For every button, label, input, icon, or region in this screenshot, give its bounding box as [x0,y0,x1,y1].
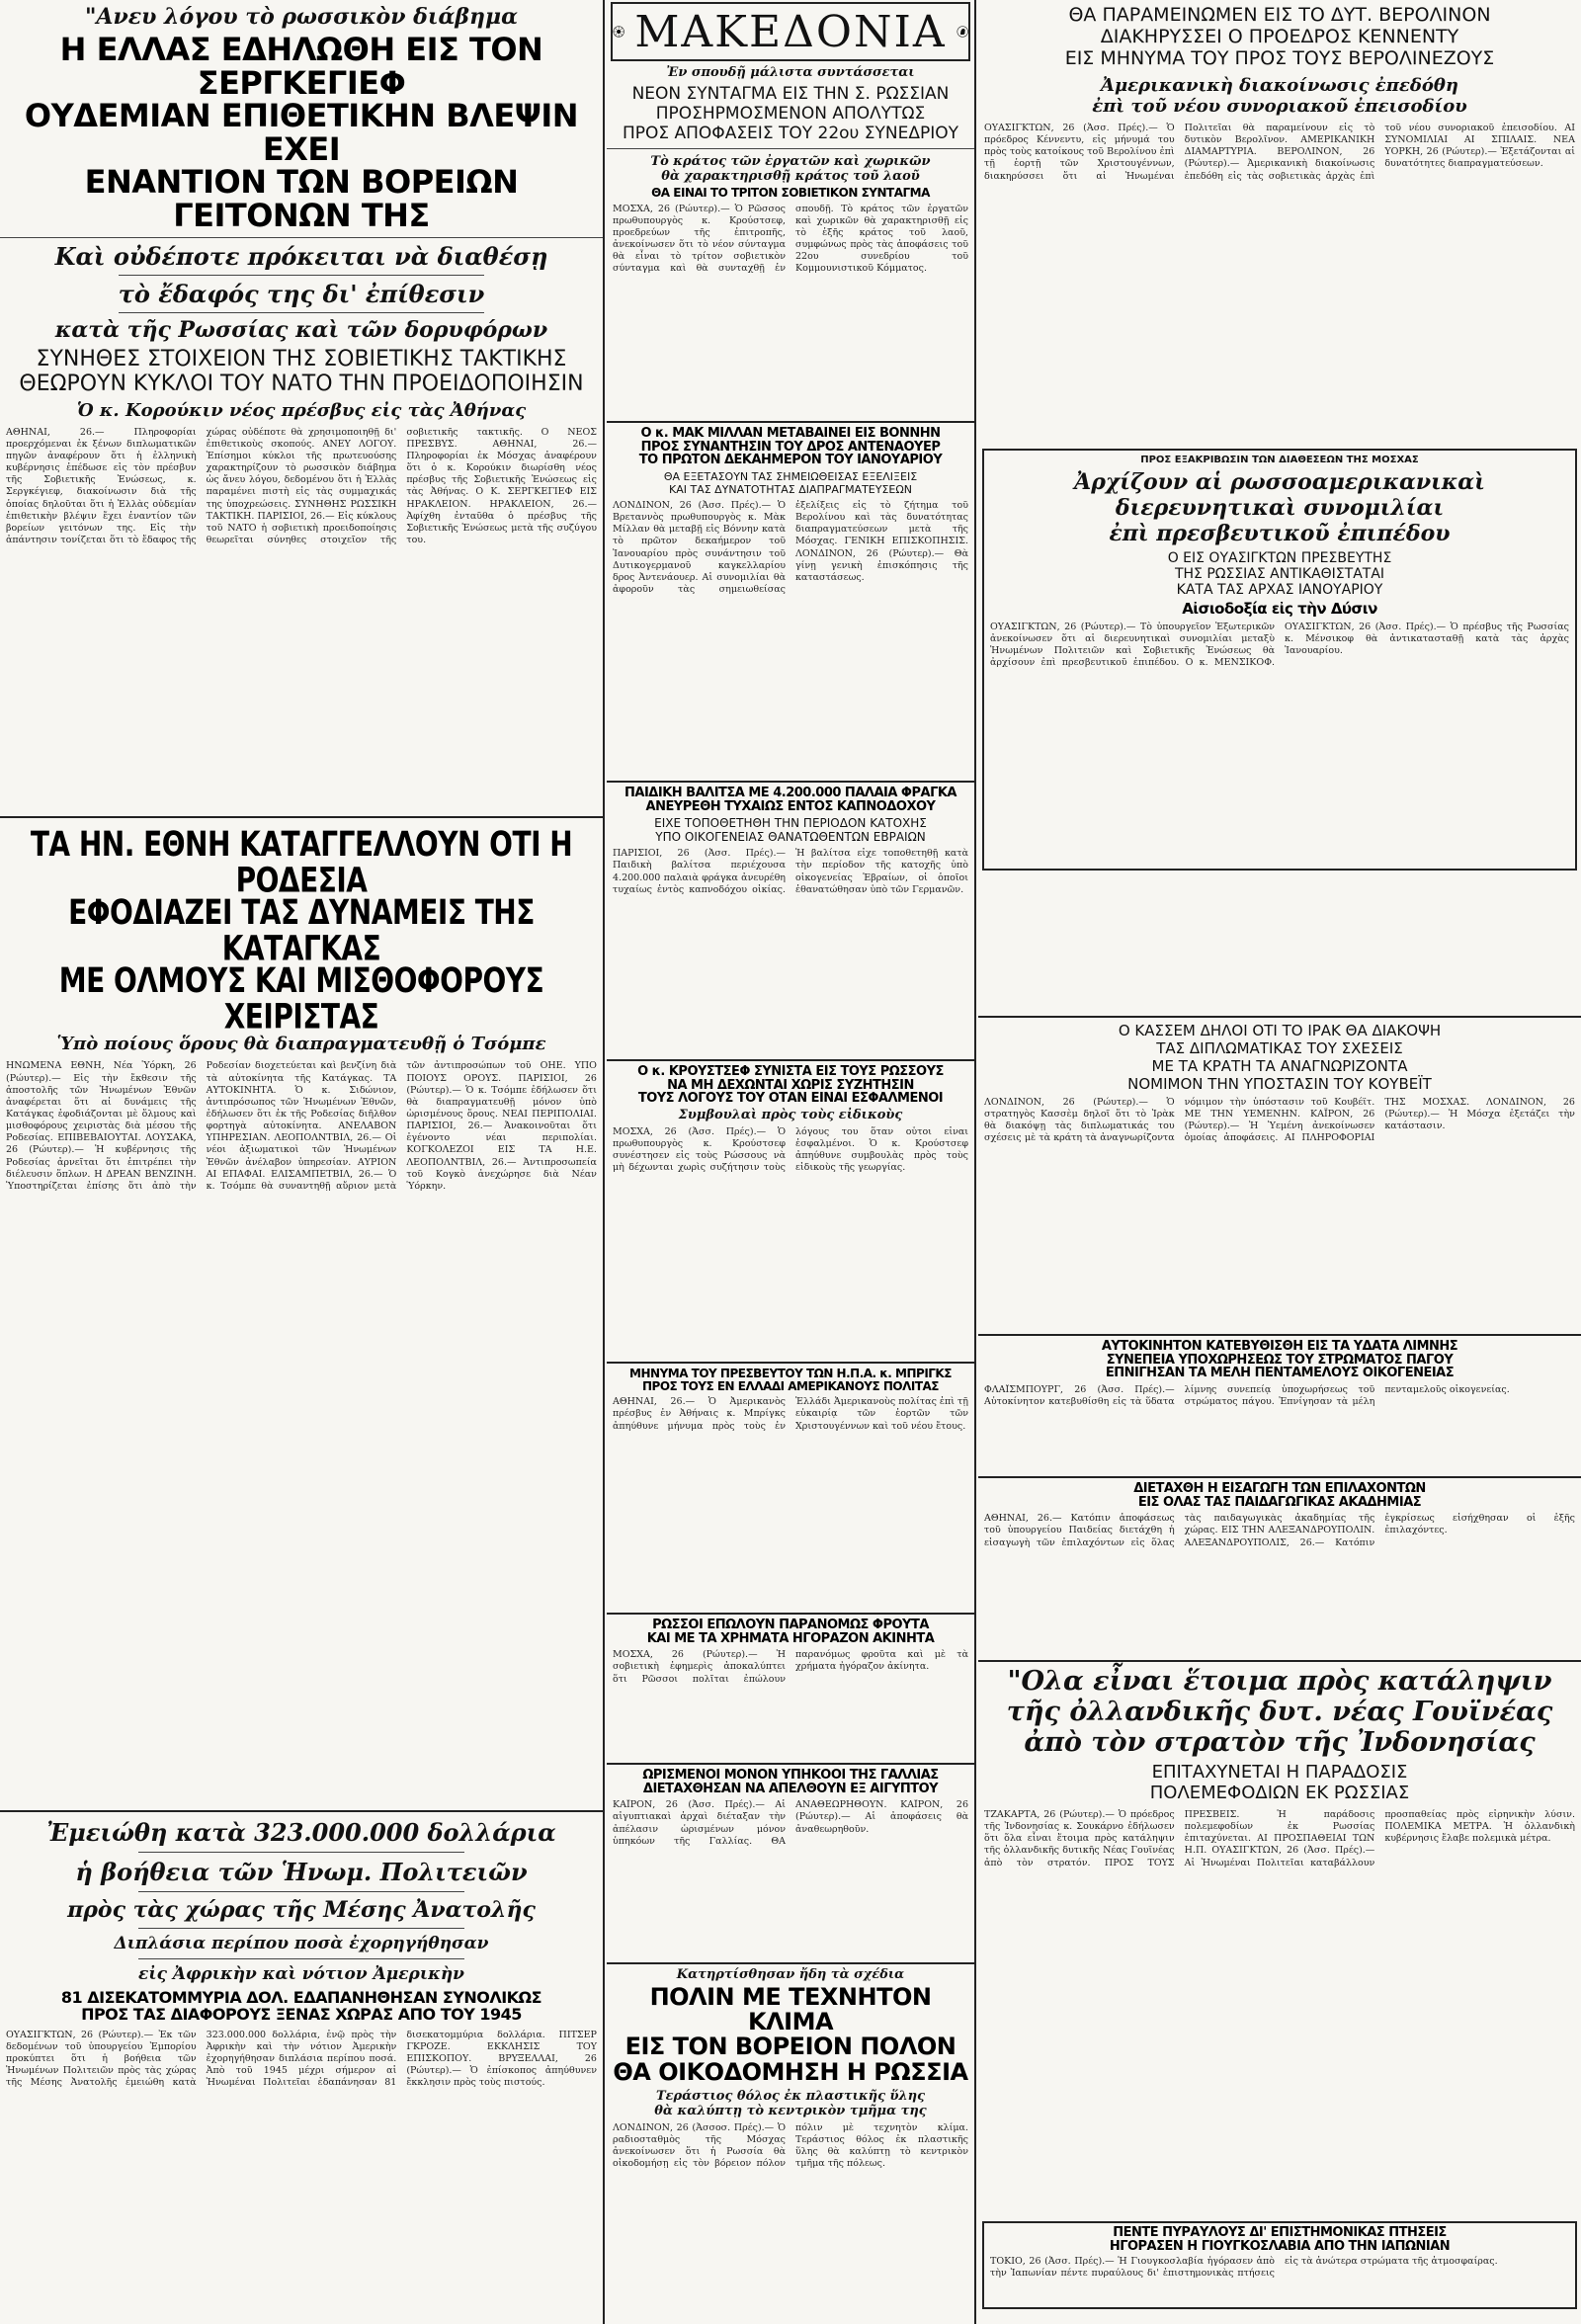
article-body: ΤΟΚΙΟ, 26 (Ἀσσ. Πρές).— Ἡ Γιουγκοσλαβία ἠγόρασεν ἀπὸ τὴν Ἰαπωνίαν πέντε πυραύλους δι' ἐπιστημονικὰς πτήσεις εἰς τὰ ἀνώτερα στρώματα τῆς ἀτμοσφαίρας. [990,2256,1498,2280]
deck: Διπλάσια περίπου ποσὰ ἐχορηγήθησαν [114,1934,489,1953]
deck: ΤΗΣ ΡΩΣΣΙΑΣ ΑΝΤΙΚΑΘΙΣΤΑΤΑΙ [1174,566,1385,582]
headline-line: ΠΡΟΣΗΡΜΟΣΜΕΝΟΝ ΑΠΟΛΥΤΩΣ [655,104,926,124]
headline-line: ΝΟΜΙΜΟΝ ΤΗΝ ΥΠΟΣΤΑΣΙΝ ΤΟΥ ΚΟΥΒΕΪΤ [1127,1075,1432,1093]
article-body: ΤΖΑΚΑΡΤΑ, 26 (Ρώυτερ).— Ὁ πρόεδρος τῆς Ἰνδονησίας κ. Σουκάρνο ἐδήλωσεν ὅτι ὅλα εἶναι ἕτοιμα πρὸς κατάληψιν τῆς ὀλλανδικῆς δυτικῆς Νέας Γουϊνέας ἀπὸ τὸν στρατόν. ΠΡΟΣ ΤΟΥΣ ΠΡΕΣΒΕΙΣ. Ἡ παράδοσις πολεμεφοδίων ἐκ Ρωσσίας ἐπιταχύνεται. ΑΙ ΠΡΟΣΠΑΘΕΙΑΙ ΤΩΝ Η.Π. ΟΥΑΣΙΓΚΤΩΝ, 26 (Ἀσσ. Πρές).— Αἱ Ἡνωμέναι Πολιτεῖαι καταβάλλουν προσπαθείας πρὸς εἰρηνικὴν λύσιν. ΠΟΛΕΜΙΚΑ ΜΕΤΡΑ. Ἡ ὀλλανδικὴ κυβέρνησις ἔλαβε πολεμικὰ μέτρα. [984,1809,1575,1868]
headline-line: ΑΥΤΟΚΙΝΗΤΟΝ ΚΑΤΕΒΥΘΙΣΘΗ ΕΙΣ ΤΑ ΥΔΑΤΑ ΛΙΜΝΗΣ [1101,1339,1458,1354]
kicker: Ἐν σπουδῇ μάλιστα συντάσσεται [666,65,915,80]
deck: ΚΑΤΑ ΤΑΣ ΑΡΧΑΣ ΙΑΝΟΥΑΡΙΟΥ [1176,582,1383,598]
main-headline-line: ΕΝΑΝΤΙΟΝ ΤΩΝ ΒΟΡΕΙΩΝ ΓΕΙΤΟΝΩΝ ΤΗΣ [84,163,519,234]
article-body: ΜΟΣΧΑ, 26 (Ρώυτερ).— Ἡ σοβιετικὴ ἐφημερὶς ἀποκαλύπτει ὅτι Ρῶσσοι πολῖται ἐπώλουν παρανόμως φροῦτα καὶ μὲ τὰ χρήματα ἠγόραζον ἀκίνητα. [613,1649,968,1685]
headline-line: ΕΙΣ ΜΗΝΥΜΑ ΤΟΥ ΠΡΟΣ ΤΟΥΣ ΒΕΡΟΛΙΝΕΖΟΥΣ [1064,47,1495,69]
headline-line: Ο κ. ΚΡΟΥΣΤΣΕΦ ΣΥΝΙΣΤΑ ΕΙΣ ΤΟΥΣ ΡΩΣΣΟΥΣ [637,1064,944,1079]
deck: Καὶ οὐδέποτε πρόκειται νὰ διαθέσῃ [54,241,548,271]
deck: Τὸ κράτος τῶν ἐργατῶν καὶ χωρικῶν [650,154,931,169]
sun-emblem-icon [613,9,624,54]
kicker: "Ανευ λόγου τὸ ρωσσικὸν διάβημα [84,4,519,30]
deck: Ὑπὸ ποίους ὅρους θὰ διαπραγματευθῇ ὁ Τσόμπε [56,1034,546,1055]
article-body: ΟΥΑΣΙΓΚΤΩΝ, 26 (Ρώυτερ).— Τὸ ὑπουργεῖον Ἐξωτερικῶν ἀνεκοίνωσεν ὅτι αἱ διερευνητικαὶ συνομιλίαι μεταξὺ Ἡνωμένων Πολιτειῶν καὶ Σοβιετικῆς Ἑνώσεως θὰ ἀρχίσουν ἐπὶ πρεσβευτικοῦ ἐπιπέδου. Ο κ. ΜΕΝΣΙΚΟΦ. ΟΥΑΣΙΓΚΤΩΝ, 26 (Ἀσσ. Πρές).— Ὁ πρέσβυς τῆς Ρωσσίας κ. Μένσικοφ θὰ ἀντικατασταθῇ κατὰ τὰς ἀρχὰς Ἰανουαρίου. [990,621,1569,669]
deck: ΥΠΟ ΟΙΚΟΓΕΝΕΙΑΣ ΘΑΝΑΤΩΘΕΝΤΩΝ ΕΒΡΑΙΩΝ [655,830,926,845]
headline-line: Ο ΚΑΣΣΕΜ ΔΗΛΟΙ ΟΤΙ ΤΟ ΙΡΑΚ ΘΑ ΔΙΑΚΟΨΗ [1118,1022,1442,1039]
headline-line: τῆς ὀλλανδικῆς δυτ. νέας Γουϊνέας [1006,1697,1553,1727]
main-headline-line: ΟΥΔΕΜΙΑΝ ΕΠΙΘΕΤΙΚΗΝ ΒΛΕΨΙΝ ΕΧΕΙ [24,97,579,168]
article-body: ΑΘΗΝΑΙ, 26.— Κατόπιν ἀποφάσεως τοῦ ὑπουργείου Παιδείας διετάχθη ἡ εἰσαγωγὴ τῶν ἐπιλαχόντων εἰς ὅλας τὰς παιδαγωγικὰς ἀκαδημίας τῆς χώρας. ΕΙΣ ΤΗΝ ΑΛΕΞΑΝΔΡΟΥΠΟΛΙΝ. ΑΛΕΞΑΝΔΡΟΥΠΟΛΙΣ, 26.— Κατόπιν ἐγκρίσεως εἰσήχθησαν οἱ ἑξῆς ἐπιλαχόντες. [984,1513,1575,1548]
deck: ΘΑ ΕΞΕΤΑΣΟΥΝ ΤΑΣ ΣΗΜΕΙΩΘΕΙΣΑΣ ΕΞΕΛΙΞΕΙΣ [663,469,918,483]
deck: ΘΑ ΕΙΝΑΙ ΤΟ ΤΡΙΤΟΝ ΣΟΒΙΕΤΙΚΟΝ ΣΥΝΤΑΓΜΑ [651,186,930,200]
right-column [978,0,1581,2324]
headline: Ἐμειώθη κατὰ 323.000.000 δολλάρια [46,1818,556,1847]
khrushchev-story [607,1059,974,1350]
rockets-story [982,2221,1577,2309]
article-body: ΛΟΝΔΙΝΟΝ, 26 (Ἀσσοσ. Πρές).— Ὁ ραδιοσταθμὸς τῆς Μόσχας ἀνεκοίνωσεν ὅτι ἡ Ρωσσία θὰ οἰκοδομήσῃ εἰς τὸν βόρειον πόλον πόλιν μὲ τεχνητὸν κλίμα. Τεράστιος θόλος ἐκ πλαστικῆς ὕλης θὰ καλύπτῃ τὸ κεντρικὸν τμῆμα τῆς πόλεως. [613,2121,968,2170]
constitution-story [607,65,974,387]
briggs-story [607,1362,974,1612]
article-body: ΚΑΪΡΟΝ, 26 (Ἀσσ. Πρές).— Αἱ αἰγυπτιακαὶ ἀρχαὶ διέταξαν τὴν ἀπέλασιν ὡρισμένων μόνον ὑπηκόων τῆς Γαλλίας. ΘΑ ΑΝΑΘΕΩΡΗΘΟΥΝ. ΚΑΪΡΟΝ, 26 (Ρώυτερ).— Αἱ ἀποφάσεις θὰ ἀναθεωρηθοῦν. [613,1799,968,1847]
headline-line: ΝΕΟΝ ΣΥΝΤΑΓΜΑ ΕΙΣ ΤΗΝ Σ. ΡΩΣΣΙΑΝ [631,84,950,104]
rhodesia-story [0,816,603,1886]
headline-line: ΜΕ ΤΑ ΚΡΑΤΗ ΤΑ ΑΝΑΓΝΩΡΙΖΟΝΤΑ [1151,1057,1408,1075]
deck: ΠΟΛΕΜΕΦΟΔΙΩΝ ΕΚ ΡΩΣΣΙΑΣ [1149,1783,1410,1803]
headline-line: ΘΑ ΟΙΚΟΔΟΜΗΣΗ Η ΡΩΣΣΙΑ [613,2057,968,2086]
article-body: ΜΟΣΧΑ, 26 (Ἀσσ. Πρές).— Ὁ πρωθυπουργὸς κ. Κρούστσεφ συνέστησεν εἰς τοὺς Ρώσσους νὰ μὴ δέχωνται χωρὶς συζήτησιν τοὺς λόγους του ὅταν οὗτοι εἶναι ἐσφαλμένοι. Ὁ κ. Κρούστσεφ ἀπηύθυνε συμβουλὰς πρὸς τοὺς εἰδικοὺς τῆς γεωργίας. [613,1125,968,1174]
academies-story [978,1476,1581,1655]
headline-line: ΔΙΑΚΗΡΥΣΣΕΙ Ο ΠΡΟΕΔΡΟΣ ΚΕΝΝΕΝΤΥ [1100,26,1459,47]
headline-line: ΠΟΛΙΝ ΜΕ ΤΕΧΝΗΤΟΝ ΚΛΙΜΑ [649,1983,932,2036]
headline-line: ΚΑΙ ΜΕ ΤΑ ΧΡΗΜΑΤΑ ΗΓΟΡΑΖΟΝ ΑΚΙΝΗΤΑ [646,1630,935,1646]
deck: ΕΙΧΕ ΤΟΠΟΘΕΤΗΘΗ ΤΗΝ ΠΕΡΙΟΔΟΝ ΚΑΤΟΧΗΣ [654,816,927,831]
deck: ΚΑΙ ΤΑΣ ΔΥΝΑΤΟΤΗΤΑΣ ΔΙΑΠΡΑΓΜΑΤΕΥΣΕΩΝ [668,482,913,496]
kicker: Κατηρτίσθησαν ἤδη τὰ σχέδια [676,1967,905,1982]
headline-line: ΗΓΟΡΑΣΕΝ Η ΓΙΟΥΓΚΟΣΛΑΒΙΑ ΑΠΟ ΤΗΝ ΙΑΠΩΝΙΑΝ [1109,2238,1451,2254]
center-column [607,0,976,2324]
headline-line: ΜΗΝΥΜΑ ΤΟΥ ΠΡΕΣΒΕΥΤΟΥ ΤΩΝ Η.Π.Α. κ. ΜΠΡΙΓΚΣ [629,1367,952,1380]
left-column [0,0,605,2324]
headline-line: ΠΑΙΔΙΚΗ ΒΑΛΙΤΣΑ ΜΕ 4.200.000 ΠΑΛΑΙΑ ΦΡΑΓΚΑ [624,786,957,800]
suitcase-story [607,781,974,1032]
main-headline-line: Η ΕΛΛΑΣ ΕΔΗΛΩΘΗ ΕΙΣ ΤΟΝ ΣΕΡΓΚΕΓΙΕΦ [59,31,543,102]
us-aid-story [0,1810,603,2237]
article-body: ΦΛΑΪΣΜΠΟΥΡΓ, 26 (Ἀσσ. Πρές).— Αὐτοκίνητον κατεβυθίσθη εἰς τὰ ὕδατα λίμνης συνεπείᾳ ὑποχωρήσεως τοῦ στρώματος πάγου. Ἐπνίγησαν τὰ μέλη πενταμελοῦς οἰκογενείας. [984,1383,1510,1408]
deck: θὰ καλύπτῃ τὸ κεντρικὸν τμῆμα της [654,2103,927,2118]
headline-line: Ἀρχίζουν αἱ ρωσσοαμερικανικαὶ [1074,469,1485,495]
headline-line: Ο κ. ΜΑΚ ΜΙΛΛΑΝ ΜΕΤΑΒΑΙΝΕΙ ΕΙΣ ΒΟΝΝΗΝ [640,426,941,441]
headline-line: ΤΟΥΣ ΛΟΓΟΥΣ ΤΟΥ ΟΤΑΝ ΕΙΝΑΙ ΕΣΦΑΛΜΕΝΟΙ [637,1091,944,1107]
deck: πρὸς τὰς χώρας τῆς Μέσης Ἀνατολῆς [67,1897,536,1923]
article-body: ΑΘΗΝΑΙ, 26.— Πληροφορίαι προερχόμεναι ἐκ ξένων διπλωματικῶν πηγῶν ἀναφέρουν ὅτι ἡ ἑλληνικὴ κυβέρνησις ἐπέδωσε εἰς τὸν πρέσβυν τῆς Σοβιετικῆς Ἑνώσεως, κ. Σεργκέγιεφ, διακοίνωσιν διὰ τῆς ὁποίας δηλοῦται ὅτι ἡ Ἑλλὰς οὐδεμίαν ἐπιθετικὴν βλέψιν ἔχει ἐναντίον τῶν βορείων γειτόνων της. Εἰς τὴν ἀπάντησιν τονίζεται ὅτι τὸ ἔδαφος τῆς χώρας οὐδέποτε θὰ χρησιμοποιηθῇ δι' ἐπιθετικοὺς σκοπούς. ΑΝΕΥ ΛΟΓΟΥ. Ἐπίσημοι κύκλοι τῆς πρωτευούσης χαρακτηρίζουν τὸ ρωσσικὸν διάβημα ὡς ἄνευ λόγου, δεδομένου ὅτι ἡ Ἑλλὰς παραμένει πιστὴ εἰς τὰς συμμαχικάς της ὑποχρεώσεις. ΣΥΝΗΘΗΣ ΡΩΣΣΙΚΗ ΤΑΚΤΙΚΗ. ΠΑΡΙΣΙΟΙ, 26.— Εἰς κύκλους τοῦ ΝΑΤΟ ἡ σοβιετικὴ προειδοποίησις θεωρεῖται σύνηθες στοιχεῖον τῆς σοβιετικῆς τακτικῆς. Ο ΝΕΟΣ ΠΡΕΣΒΥΣ. ΑΘΗΝΑΙ, 26.— Πληροφορίαι ἐκ Μόσχας ἀναφέρουν ὅτι ὁ κ. Κορούκιν διωρίσθη νέος πρέσβυς τῆς Σοβιετικῆς Ἑνώσεως εἰς τὰς Ἀθήνας. Ο Κ. ΣΕΡΓΚΕΓΙΕΦ ΕΙΣ ΗΡΑΚΛΕΙΟΝ. ΗΡΑΚΛΕΙΟΝ, 26.— Ἀφίχθη ἐνταῦθα ὁ πρέσβυς τῆς Σοβιετικῆς Ἑνώσεως μετὰ τῆς συζύγου του. [6,426,597,545]
deck: Ὁ κ. Κορούκιν νέος πρέσβυς εἰς τὰς Ἀθήνας [76,399,527,421]
deck: Ο ΕΙΣ ΟΥΑΣΙΓΚΤΩΝ ΠΡΕΣΒΕΥΤΗΣ [1167,550,1392,566]
article-body: ΛΟΝΔΙΝΟΝ, 26 (Ρώυτερ).— Ὁ στρατηγὸς Κασσὲμ δηλοῖ ὅτι τὸ Ἰρὰκ θὰ διακόψῃ τὰς διπλωματικάς του σχέσεις μὲ τὰ κράτη τὰ ἀναγνωρίζοντα νόμιμον τὴν ὑπόστασιν τοῦ Κουβέϊτ. ΜΕ ΤΗΝ ΥΕΜΕΝΗΝ. ΚΑΪΡΟΝ, 26 (Ρώυτερ).— Ἡ Ὑεμένη ἀνεκοίνωσεν ὁμοίας ἀποφάσεις. ΑΙ ΠΛΗΡΟΦΟΡΙΑΙ ΤΗΣ ΜΟΣΧΑΣ. ΛΟΝΔΙΝΟΝ, 26 (Ρώυτερ).— Ἡ Μόσχα ἐξετάζει τὴν κατάστασιν. [984,1097,1575,1144]
headline-line: ΜΕ ΟΛΜΟΥΣ ΚΑΙ ΜΙΣΘΟΦΟΡΟΥΣ ΧΕΙΡΙΣΤΑΣ [58,959,544,1038]
arctic-city-story [607,1962,974,2292]
headline-line: ΠΡΟΣ ΑΠΟΦΑΣΕΙΣ ΤΟΥ 22ου ΣΥΝΕΔΡΙΟΥ [622,124,959,143]
deck: Αἰσιοδοξία εἰς τὴν Δύσιν [1182,600,1377,618]
deck: ΠΡΟΣ ΤΑΣ ΔΙΑΦΟΡΟΥΣ ΞΕΝΑΣ ΧΩΡΑΣ ΑΠΟ ΤΟΥ 1945 [81,2004,522,2024]
headline-line: ἀπὸ τὸν στρατὸν τῆς Ἰνδονησίας [1024,1727,1536,1758]
deck: θὰ χαρακτηρισθῇ κράτος τοῦ λαοῦ [661,169,920,184]
headline-line: ΤΟ ΠΡΩΤΟΝ ΔΕΚΑΗΜΕΡΟΝ ΤΟΥ ΙΑΝΟΥΑΡΙΟΥ [638,453,943,468]
headline-line: ΕΦΟΔΙΑΖΕΙ ΤΑΣ ΔΥΝΑΜΕΙΣ ΤΗΣ ΚΑΤΑΓΚΑΣ [68,891,535,969]
deck: Τεράστιος θόλος ἐκ πλαστικῆς ὕλης [655,2088,926,2104]
deck: κατὰ τῆς Ρωσσίας καὶ τῶν δορυφόρων [54,316,548,343]
headline-line: ΡΩΣΣΟΙ ΕΠΩΛΟΥΝ ΠΑΡΑΝΟΜΩΣ ΦΡΟΥΤΑ [652,1618,929,1632]
deck: ΣΥΝΗΘΕΣ ΣΤΟΙΧΕΙΟΝ ΤΗΣ ΣΟΒΙΕΤΙΚΗΣ ΤΑΚΤΙΚΗΣ [36,346,567,372]
deck: εἰς Ἀφρικὴν καὶ νότιον Ἀμερικὴν [138,1964,464,1984]
deck: Συμβουλαὶ πρὸς τοὺς εἰδικοὺς [678,1107,903,1122]
fruit-story [607,1613,974,1754]
kennedy-berlin-story [978,4,1581,411]
headline-line: ΕΠΝΙΓΗΣΑΝ ΤΑ ΜΕΛΗ ΠΕΝΤΑΜΕΛΟΥΣ ΟΙΚΟΓΕΝΕΙΑΣ [1105,1366,1455,1381]
headline-line: "Ολα εἶναι ἕτοιμα πρὸς κατάληψιν [1007,1666,1552,1697]
headline-line: ΑΝΕΥΡΕΘΗ ΤΥΧΑΙΩΣ ΕΝΤΟΣ ΚΑΠΝΟΔΟΧΟΥ [645,798,936,814]
iraq-kuwait-story [978,1016,1581,1316]
deck: τὸ ἔδαφός της δι' ἐπίθεσιν [118,279,485,308]
head-emblem-icon [957,9,968,54]
new-guinea-story [978,1660,1581,2135]
us-soviet-talks-story [982,449,1577,871]
headline-line: ΘΑ ΠΑΡΑΜΕΙΝΩΜΕΝ ΕΙΣ ΤΟ ΔΥΤ. ΒΕΡΟΛΙΝΟΝ [1068,4,1491,26]
deck: ΘΕΩΡΟΥΝ ΚΥΚΛΟΙ ΤΟΥ ΝΑΤΟ ΤΗΝ ΠΡΟΕΙΔΟΠΟΙΗΣΙΝ [19,371,584,396]
article-body: ΜΟΣΧΑ, 26 (Ρώυτερ).— Ὁ Ρῶσσος πρωθυπουργὸς κ. Κρούστσεφ, προεδρεύων τῆς ἐπιτροπῆς, ἀνεκοίνωσεν ὅτι τὸ νέον σύνταγμα θὰ εἶναι τὸ τρίτον σοβιετικὸν σύνταγμα καὶ θὰ συνταχθῇ ἐν σπουδῇ. Τὸ κράτος τῶν ἐργατῶν καὶ χωρικῶν θὰ χαρακτηρισθῇ εἰς τὸ ἑξῆς κράτος τοῦ λαοῦ, συμφώνως πρὸς τὰς ἀποφάσεις τοῦ 22ου συνεδρίου τοῦ Κομμουνιστικοῦ Κόμματος. [613,203,968,275]
article-body: ΛΟΝΔΙΝΟΝ, 26 (Ἀσσ. Πρές).— Ὁ Βρεταννὸς πρωθυπουργὸς κ. Μὰκ Μίλλαν θὰ μεταβῇ εἰς Βόννην κατὰ τὸ πρῶτον δεκαήμερον τοῦ Ἰανουαρίου πρὸς συνάντησιν τοῦ Δυτικογερμανοῦ καγκελλαρίου δρος Ἀντενάουερ. Αἱ συνομιλίαι θὰ ἀφοροῦν τὰς σημειωθείσας ἐξελίξεις εἰς τὸ ζήτημα τοῦ Βερολίνου καὶ τὰς δυνατότητας διαπραγματεύσεων μετὰ τῆς Μόσχας. ΓΕΝΙΚΗ ΕΠΙΣΚΟΠΗΣΙΣ. ΛΟΝΔΙΝΟΝ, 26 (Ρώυτερ).— Θὰ γίνῃ γενικὴ ἐπισκόπησις τῆς καταστάσεως. [613,499,968,596]
car-lake-story [978,1334,1581,1453]
article-body: ΟΥΑΣΙΓΚΤΩΝ, 26 (Ρώυτερ).— Ἐκ τῶν δεδομένων τοῦ ὑπουργείου Ἐμπορίου προκύπτει ὅτι ἡ βοήθεια τῶν Ἡνωμένων Πολιτειῶν πρὸς τὰς χώρας τῆς Μέσης Ἀνατολῆς ἐμειώθη κατὰ 323.000.000 δολλάρια, ἐνῷ πρὸς τὴν Ἀφρικὴν καὶ τὴν νότιον Ἀμερικὴν ἐχορηγήθησαν διπλάσια περίπου ποσά. Ἀπὸ τοῦ 1945 μέχρι σήμερον αἱ Ἡνωμέναι Πολιτεῖαι ἐδαπάνησαν 81 δισεκατομμύρια δολλάρια. ΠΙΤΣΕΡ ΓΚΡΟΖΕ. ΕΚΚΛΗΣΙΣ ΤΟΥ ΕΠΙΣΚΟΠΟΥ. ΒΡΥΞΕΛΛΑΙ, 26 (Ρώυτερ).— Ὁ ἐπίσκοπος ἀπηύθυνεν ἔκκλησιν πρὸς τοὺς πιστούς. [6,2029,597,2089]
headline-line: διερευνητικαὶ συνομιλίαι [1115,495,1445,521]
article-body: ΑΘΗΝΑΙ, 26.— Ὁ Ἀμερικανὸς πρέσβυς ἐν Ἀθήναις κ. Μπρίγκς ἀπηύθυνε μήνυμα πρὸς τοὺς ἐν Ἑλλάδι Ἀμερικανοὺς πολίτας ἐπὶ τῇ εὐκαιρίᾳ τῶν ἑορτῶν τῶν Χριστουγέννων καὶ τοῦ νέου ἔτους. [613,1396,968,1432]
deck: ΕΠΙΤΑΧΥΝΕΤΑΙ Η ΠΑΡΑΔΟΣΙΣ [1151,1762,1408,1783]
headline-line: ΔΙΕΤΑΧΘΗΣΑΝ ΝΑ ΑΠΕΛΘΟΥΝ ΕΞ ΑΙΓΥΠΤΟΥ [642,1781,939,1796]
headline-line: ΠΡΟΣ ΤΟΥΣ ΕΝ ΕΛΛΑΔΙ ΑΜΕΡΙΚΑΝΟΥΣ ΠΟΛΙΤΑΣ [641,1378,940,1393]
article-body: ΟΥΑΣΙΓΚΤΩΝ, 26 (Ἀσσ. Πρές).— Ὁ πρόεδρος Κέννεντυ, εἰς μήνυμά του πρὸς τοὺς κατοίκους τοῦ Βερολίνου ἐπὶ τῇ ἑορτῇ τῶν Χριστουγέννων, διακηρύσσει ὅτι αἱ Ἡνωμέναι Πολιτεῖαι θὰ παραμείνουν εἰς τὸ δυτικὸν Βερολῖνον. ΑΜΕΡΙΚΑΝΙΚΗ ΔΙΑΜΑΡΤΥΡΙΑ. ΒΕΡΟΛΙΝΟΝ, 26 (Ρώυτερ).— Ἀμερικανικὴ διακοίνωσις ἐπεδόθη εἰς τὰς σοβιετικὰς ἀρχὰς ἐπὶ τοῦ νέου συνοριακοῦ ἐπεισοδίου. ΑΙ ΣΥΝΟΜΙΛΙΑΙ ΑΙ ΣΠΙΛΑΙΣ. ΝΕΑ ΥΟΡΚΗ, 26 (Ρώυτερ).— Ἐξετάζονται αἱ δυνατότητες διαπραγματεύσεων. [984,123,1575,182]
masthead [607,2,974,61]
headline-line: ΝΑ ΜΗ ΔΕΧΩΝΤΑΙ ΧΩΡΙΣ ΣΥΖΗΤΗΣΙΝ [667,1077,914,1093]
headline-line: ΣΥΝΕΠΕΙΑ ΥΠΟΧΩΡΗΣΕΩΣ ΤΟΥ ΣΤΡΩΜΑΤΟΣ ΠΑΓΟΥ [1106,1352,1454,1368]
deck: 81 ΔΙΣΕΚΑΤΟΜΜΥΡΙΑ ΔΟΛ. ΕΔΑΠΑΝΗΘΗΣΑΝ ΣΥΝΟΛΙΚΩΣ [60,1988,542,2007]
headline-line: ΤΑΣ ΔΙΠΛΩΜΑΤΙΚΑΣ ΤΟΥ ΣΧΕΣΕΙΣ [1156,1039,1403,1057]
deck: ἐπὶ τοῦ νέου συνοριακοῦ ἐπεισοδίου [1092,96,1467,117]
article-body: ΗΝΩΜΕΝΑ ΕΘΝΗ, Νέα Ὑόρκη, 26 (Ρώυτερ).— Εἰς τὴν ἔκθεσιν τῆς ἀποστολῆς τῶν Ἡνωμένων Ἐθνῶν ἀναφέρεται ὅτι αἱ δυνάμεις τῆς Κατάγκας ἐφοδιάζονται μὲ ὅλμους καὶ μισθοφόρους χειριστὰς διὰ μέσου τῆς Ροδεσίας. ΕΠΙΒΕΒΑΙΟΥΤΑΙ. ΛΟΥΣΑΚΑ, 26 (Ρώυτερ).— Ἡ κυβέρνησις τῆς Ροδεσίας ἀρνεῖται ὅτι ἐπιτρέπει τὴν διέλευσιν ὅπλων. Η ΔΡΕΑΝ ΒΕΝΖΙΝΗ. Ὑποστηρίζεται ἐπίσης ὅτι ἀπὸ τὴν Ροδεσίαν διοχετεύεται καὶ βενζίνη διὰ τὰ αὐτοκίνητα τῆς Κατάγκας. ΤΑ ΑΥΤΟΚΙΝΗΤΑ. Ὁ κ. Σιδώνιον, ἀντιπρόσωπος τῶν Ἡνωμένων Ἐθνῶν, ἐδήλωσεν ὅτι ἐκ τῆς Ροδεσίας διῆλθον φορτηγὰ αὐτοκίνητα. ΑΝΕΛΑΒΟΝ ΥΠΗΡΕΣΙΑΝ. ΛΕΟΠΟΛΝΤΒΙΛ, 26.— Οἱ νέοι ἀξιωματικοὶ τῶν Ἡνωμένων Ἐθνῶν ἀνέλαβον ὑπηρεσίαν. ΑΥΡΙΟΝ ΑΙ ΕΠΑΦΑΙ. ΕΛΙΣΑΜΠΕΤΒΙΛ, 26.— Ὁ κ. Τσόμπε θὰ συναντηθῇ αὔριον μετὰ τῶν ἀντιπροσώπων τοῦ ΟΗΕ. ΥΠΟ ΠΟΙΟΥΣ ΟΡΟΥΣ. ΠΑΡΙΣΙΟΙ, 26 (Ρώυτερ).— Ὁ κ. Τσόμπε ἐδήλωσεν ὅτι θὰ διαπραγματευθῇ μόνον ὑπὸ ὡρισμένους ὅρους. ΝΕΑΙ ΠΕΡΙΠΟΛΙΑΙ. ΠΑΡΙΣΙΟΙ, 26.— Ἀνακοινοῦται ὅτι ἐγένοντο νέαι περιπολίαι. ΚΟΓΚΟΛΕΖΟΙ ΕΙΣ ΤΑ Η.Ε. ΛΕΟΠΟΛΝΤΒΙΛ, 26.— Ἀντιπροσωπεία τοῦ Κογκὸ ἀνεχώρησε διὰ Νέαν Ὑόρκην. [6,1060,597,1192]
masthead-title: ΜΑΚΕΔΟΝΙΑ [634,6,947,57]
headline-line: ΔΙΕΤΑΧΘΗ Η ΕΙΣΑΓΩΓΗ ΤΩΝ ΕΠΙΛΑΧΟΝΤΩΝ [1133,1481,1426,1496]
headline-line: ΕΙΣ ΤΟΝ ΒΟΡΕΙΟΝ ΠΟΛΟΝ [624,2033,957,2061]
kicker: ΠΡΟΣ ΕΞΑΚΡΙΒΩΣΙΝ ΤΩΝ ΔΙΑΘΕΣΕΩΝ ΤΗΣ ΜΟΣΧΑΣ [1140,455,1419,465]
headline-line: ΕΙΣ ΟΛΑΣ ΤΑΣ ΠΑΙΔΑΓΩΓΙΚΑΣ ΑΚΑΔΗΜΙΑΣ [1137,1494,1422,1510]
headline-line: ἐπὶ πρεσβευτικοῦ ἐπιπέδου [1109,521,1451,546]
greece-soviet-story [0,4,603,826]
headline-line: ΤΑ ΗΝ. ΕΘΝΗ ΚΑΤΑΓΓΕΛΛΟΥΝ ΟΤΙ Η ΡΟΔΕΣΙΑ [30,823,573,901]
headline-line: ΠΡΟΣ ΣΥΝΑΝΤΗΣΙΝ ΤΟΥ ΔΡΟΣ ΑΝΤΕΝΑΟΥΕΡ [640,439,941,455]
deck: ἡ βοήθεια τῶν Ἡνωμ. Πολιτειῶν [75,1858,528,1886]
article-body: ΠΑΡΙΣΙΟΙ, 26 (Ἀσσ. Πρές).— Παιδικὴ βαλίτσα περιέχουσα 4.200.000 παλαιὰ φράγκα ἀνευρέθη τυχαίως ἐντὸς καπνοδόχου οἰκίας. Ἡ βαλίτσα εἶχε τοποθετηθῇ κατὰ τὴν περίοδον τῆς κατοχῆς ὑπὸ οἰκογενείας Ἑβραίων, οἱ ὁποῖοι ἐθανατώθησαν ὑπὸ τῶν Γερμανῶν. [613,848,968,895]
headline-line: ΠΕΝΤΕ ΠΥΡΑΥΛΟΥΣ ΔΙ' ΕΠΙΣΤΗΜΟΝΙΚΑΣ ΠΤΗΣΕΙΣ [1113,2225,1447,2240]
macmillan-story [607,421,974,765]
headline-line: ΩΡΙΣΜΕΝΟΙ ΜΟΝΟΝ ΥΠΗΚΟΟΙ ΤΗΣ ΓΑΛΛΙΑΣ [642,1768,939,1783]
deck: Ἀμερικανικὴ διακοίνωσις ἐπεδόθη [1101,75,1458,96]
egypt-story [607,1763,974,1955]
